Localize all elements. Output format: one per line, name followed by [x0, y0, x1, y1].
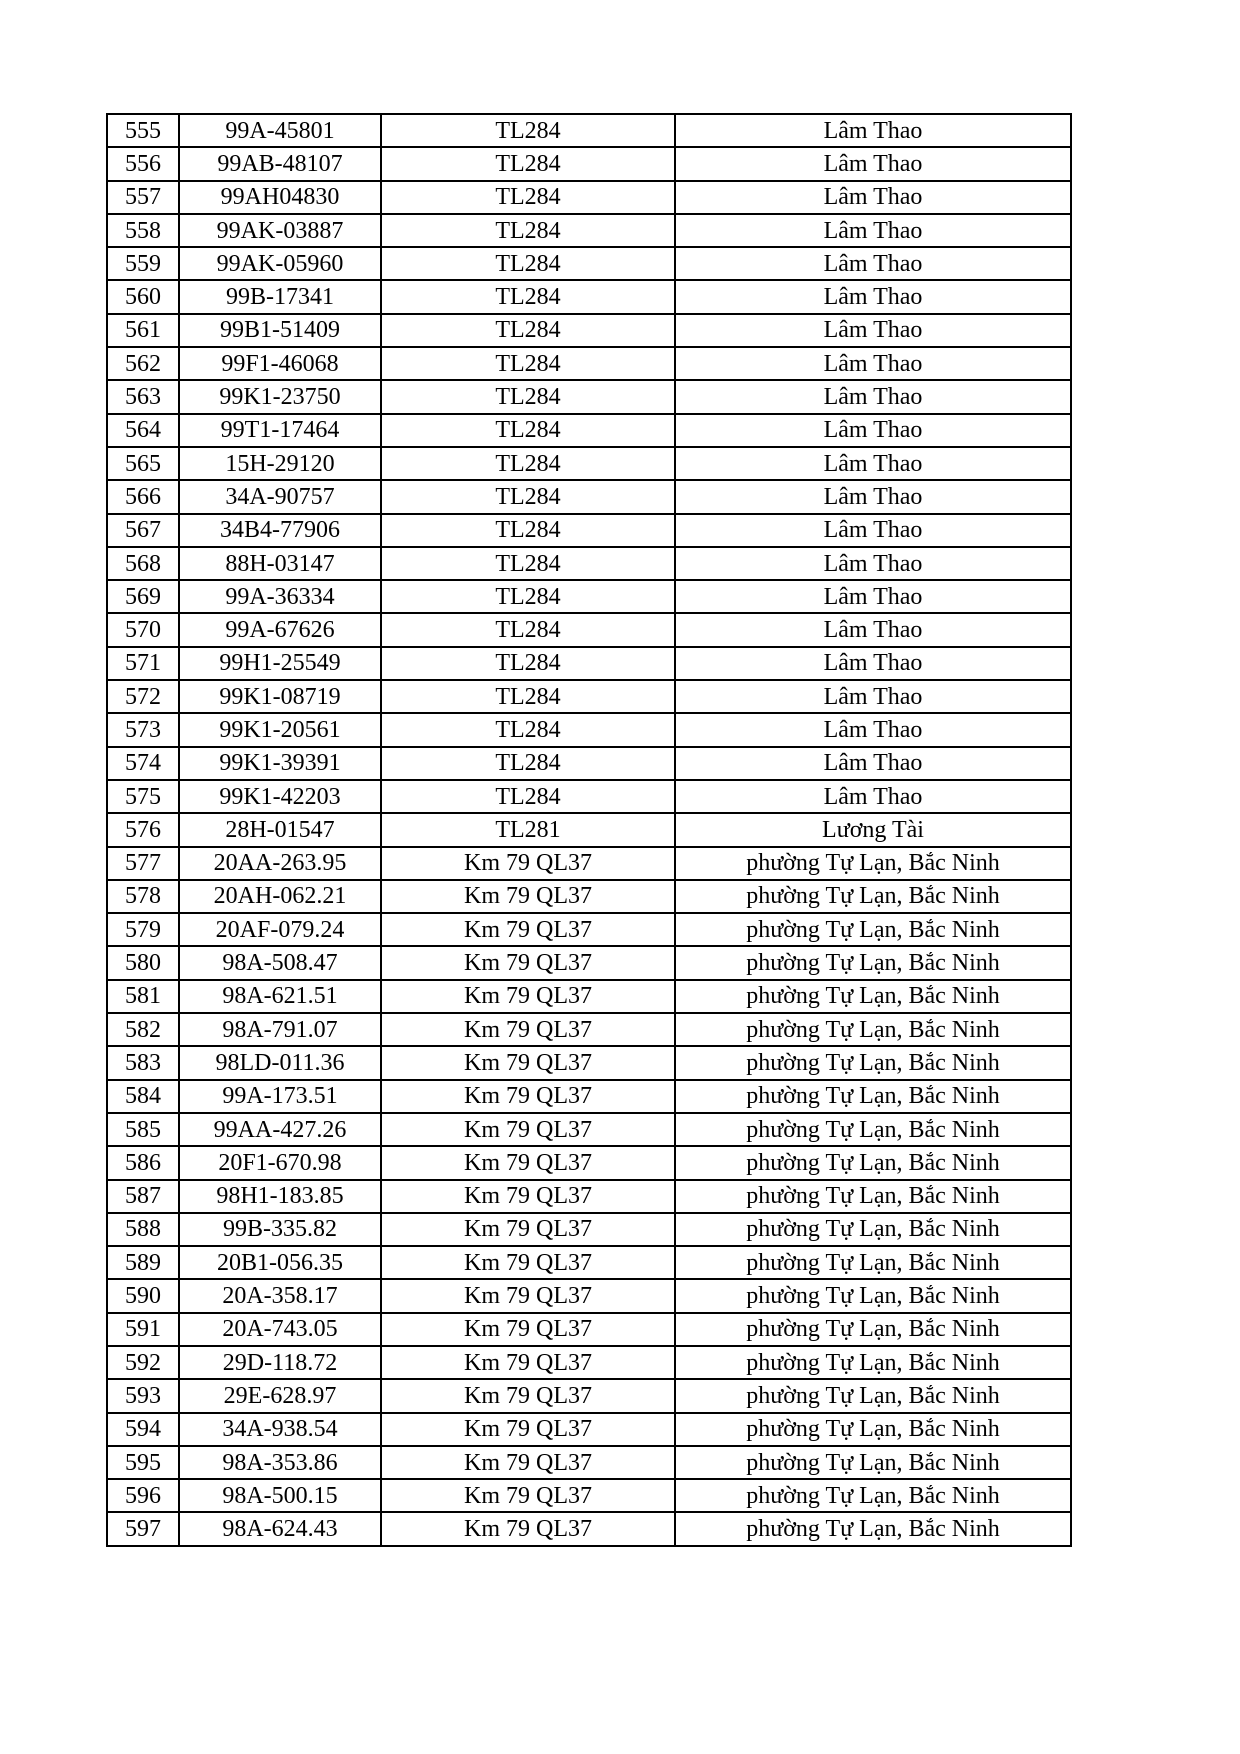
location-cell: Km 79 QL37: [381, 1379, 675, 1412]
table-row: [107, 913, 1071, 946]
vehicle-plate-table: [106, 113, 1072, 1547]
area-cell: Lâm Thao: [675, 713, 1071, 746]
area-cell: Lâm Thao: [675, 314, 1071, 347]
license-plate-cell: 99AB-48107: [179, 147, 381, 180]
table-row: [107, 1046, 1071, 1079]
license-plate-cell: 29D-118.72: [179, 1346, 381, 1379]
area-cell: phường Tự Lạn, Bắc Ninh: [675, 1413, 1071, 1446]
row-number-cell: 595: [107, 1446, 179, 1479]
row-number-cell: 588: [107, 1213, 179, 1246]
row-number-cell: 584: [107, 1080, 179, 1113]
location-cell: Km 79 QL37: [381, 913, 675, 946]
row-number-cell: 582: [107, 1013, 179, 1046]
location-cell: Km 79 QL37: [381, 1246, 675, 1279]
location-cell: TL284: [381, 547, 675, 580]
table-row: [107, 114, 1071, 147]
location-cell: TL284: [381, 680, 675, 713]
license-plate-cell: 99B-17341: [179, 280, 381, 313]
table-row: [107, 1113, 1071, 1146]
area-cell: phường Tự Lạn, Bắc Ninh: [675, 1046, 1071, 1079]
area-cell: Lâm Thao: [675, 147, 1071, 180]
row-number-cell: 556: [107, 147, 179, 180]
location-cell: TL284: [381, 380, 675, 413]
table-row: [107, 813, 1071, 846]
row-number-cell: 564: [107, 414, 179, 447]
license-plate-cell: 99AA-427.26: [179, 1113, 381, 1146]
location-cell: Km 79 QL37: [381, 847, 675, 880]
area-cell: Lâm Thao: [675, 414, 1071, 447]
location-cell: TL284: [381, 181, 675, 214]
table-row: [107, 181, 1071, 214]
location-cell: TL284: [381, 447, 675, 480]
area-cell: Lâm Thao: [675, 480, 1071, 513]
row-number-cell: 573: [107, 713, 179, 746]
location-cell: TL284: [381, 747, 675, 780]
license-plate-cell: 34A-938.54: [179, 1413, 381, 1446]
row-number-cell: 596: [107, 1479, 179, 1512]
table-row: [107, 1446, 1071, 1479]
location-cell: Km 79 QL37: [381, 1479, 675, 1512]
row-number-cell: 576: [107, 813, 179, 846]
location-cell: TL284: [381, 514, 675, 547]
area-cell: phường Tự Lạn, Bắc Ninh: [675, 913, 1071, 946]
license-plate-cell: 98A-500.15: [179, 1479, 381, 1512]
row-number-cell: 590: [107, 1279, 179, 1312]
row-number-cell: 597: [107, 1512, 179, 1545]
table-row: [107, 946, 1071, 979]
row-number-cell: 585: [107, 1113, 179, 1146]
row-number-cell: 587: [107, 1180, 179, 1213]
row-number-cell: 563: [107, 380, 179, 413]
location-cell: TL281: [381, 813, 675, 846]
row-number-cell: 574: [107, 747, 179, 780]
location-cell: TL284: [381, 780, 675, 813]
table-row: [107, 380, 1071, 413]
license-plate-cell: 99K1-08719: [179, 680, 381, 713]
table-row: [107, 1146, 1071, 1179]
row-number-cell: 577: [107, 847, 179, 880]
license-plate-cell: 99A-67626: [179, 613, 381, 646]
location-cell: Km 79 QL37: [381, 1113, 675, 1146]
license-plate-cell: 20AH-062.21: [179, 880, 381, 913]
location-cell: Km 79 QL37: [381, 1446, 675, 1479]
table-row: [107, 214, 1071, 247]
area-cell: phường Tự Lạn, Bắc Ninh: [675, 1379, 1071, 1412]
row-number-cell: 583: [107, 1046, 179, 1079]
table-row: [107, 547, 1071, 580]
location-cell: Km 79 QL37: [381, 1180, 675, 1213]
license-plate-cell: 99K1-23750: [179, 380, 381, 413]
area-cell: phường Tự Lạn, Bắc Ninh: [675, 1279, 1071, 1312]
table-row: [107, 514, 1071, 547]
license-plate-cell: 99AH04830: [179, 181, 381, 214]
row-number-cell: 591: [107, 1313, 179, 1346]
table-row: [107, 414, 1071, 447]
row-number-cell: 557: [107, 181, 179, 214]
location-cell: TL284: [381, 613, 675, 646]
table-row: [107, 647, 1071, 680]
area-cell: phường Tự Lạn, Bắc Ninh: [675, 1213, 1071, 1246]
area-cell: Lâm Thao: [675, 247, 1071, 280]
area-cell: phường Tự Lạn, Bắc Ninh: [675, 1479, 1071, 1512]
area-cell: Lâm Thao: [675, 613, 1071, 646]
row-number-cell: 562: [107, 347, 179, 380]
license-plate-cell: 29E-628.97: [179, 1379, 381, 1412]
area-cell: phường Tự Lạn, Bắc Ninh: [675, 1246, 1071, 1279]
location-cell: Km 79 QL37: [381, 880, 675, 913]
license-plate-cell: 99K1-39391: [179, 747, 381, 780]
area-cell: phường Tự Lạn, Bắc Ninh: [675, 1446, 1071, 1479]
area-cell: phường Tự Lạn, Bắc Ninh: [675, 1313, 1071, 1346]
table-row: [107, 280, 1071, 313]
row-number-cell: 586: [107, 1146, 179, 1179]
area-cell: phường Tự Lạn, Bắc Ninh: [675, 1113, 1071, 1146]
table-row: [107, 480, 1071, 513]
row-number-cell: 560: [107, 280, 179, 313]
table-row: [107, 713, 1071, 746]
table-row: [107, 880, 1071, 913]
area-cell: Lâm Thao: [675, 647, 1071, 680]
location-cell: Km 79 QL37: [381, 1213, 675, 1246]
license-plate-cell: 99A-36334: [179, 580, 381, 613]
license-plate-cell: 98H1-183.85: [179, 1180, 381, 1213]
row-number-cell: 571: [107, 647, 179, 680]
table-row: [107, 780, 1071, 813]
row-number-cell: 572: [107, 680, 179, 713]
license-plate-cell: 20B1-056.35: [179, 1246, 381, 1279]
table-row: [107, 1080, 1071, 1113]
table-row: [107, 1346, 1071, 1379]
area-cell: Lâm Thao: [675, 780, 1071, 813]
area-cell: Lâm Thao: [675, 114, 1071, 147]
location-cell: Km 79 QL37: [381, 1146, 675, 1179]
license-plate-cell: 20AA-263.95: [179, 847, 381, 880]
location-cell: Km 79 QL37: [381, 1046, 675, 1079]
table-row: [107, 1246, 1071, 1279]
table-row: [107, 1313, 1071, 1346]
location-cell: Km 79 QL37: [381, 1080, 675, 1113]
area-cell: phường Tự Lạn, Bắc Ninh: [675, 847, 1071, 880]
license-plate-cell: 20AF-079.24: [179, 913, 381, 946]
table-row: [107, 1379, 1071, 1412]
location-cell: TL284: [381, 247, 675, 280]
license-plate-cell: 88H-03147: [179, 547, 381, 580]
area-cell: Lâm Thao: [675, 214, 1071, 247]
license-plate-cell: 99AK-03887: [179, 214, 381, 247]
table-row: [107, 1413, 1071, 1446]
area-cell: Lâm Thao: [675, 547, 1071, 580]
license-plate-cell: 98LD-011.36: [179, 1046, 381, 1079]
area-cell: phường Tự Lạn, Bắc Ninh: [675, 980, 1071, 1013]
license-plate-cell: 34A-90757: [179, 480, 381, 513]
area-cell: Lâm Thao: [675, 447, 1071, 480]
area-cell: Lâm Thao: [675, 380, 1071, 413]
area-cell: Lương Tài: [675, 813, 1071, 846]
row-number-cell: 592: [107, 1346, 179, 1379]
license-plate-cell: 99F1-46068: [179, 347, 381, 380]
area-cell: Lâm Thao: [675, 347, 1071, 380]
table-row: [107, 1479, 1071, 1512]
row-number-cell: 568: [107, 547, 179, 580]
row-number-cell: 581: [107, 980, 179, 1013]
location-cell: TL284: [381, 647, 675, 680]
license-plate-cell: 98A-353.86: [179, 1446, 381, 1479]
area-cell: Lâm Thao: [675, 280, 1071, 313]
row-number-cell: 569: [107, 580, 179, 613]
location-cell: TL284: [381, 280, 675, 313]
area-cell: phường Tự Lạn, Bắc Ninh: [675, 1512, 1071, 1545]
license-plate-cell: 98A-508.47: [179, 946, 381, 979]
location-cell: Km 79 QL37: [381, 1512, 675, 1545]
license-plate-cell: 98A-624.43: [179, 1512, 381, 1545]
area-cell: Lâm Thao: [675, 181, 1071, 214]
row-number-cell: 580: [107, 946, 179, 979]
area-cell: Lâm Thao: [675, 514, 1071, 547]
location-cell: Km 79 QL37: [381, 1313, 675, 1346]
row-number-cell: 578: [107, 880, 179, 913]
license-plate-cell: 99AK-05960: [179, 247, 381, 280]
license-plate-cell: 98A-621.51: [179, 980, 381, 1013]
license-plate-cell: 99T1-17464: [179, 414, 381, 447]
area-cell: phường Tự Lạn, Bắc Ninh: [675, 1013, 1071, 1046]
row-number-cell: 589: [107, 1246, 179, 1279]
location-cell: TL284: [381, 347, 675, 380]
table-row: [107, 680, 1071, 713]
area-cell: phường Tự Lạn, Bắc Ninh: [675, 1180, 1071, 1213]
table-row: [107, 447, 1071, 480]
row-number-cell: 570: [107, 613, 179, 646]
area-cell: phường Tự Lạn, Bắc Ninh: [675, 946, 1071, 979]
row-number-cell: 555: [107, 114, 179, 147]
location-cell: TL284: [381, 480, 675, 513]
row-number-cell: 566: [107, 480, 179, 513]
table-row: [107, 347, 1071, 380]
location-cell: Km 79 QL37: [381, 1346, 675, 1379]
row-number-cell: 559: [107, 247, 179, 280]
row-number-cell: 593: [107, 1379, 179, 1412]
row-number-cell: 558: [107, 214, 179, 247]
row-number-cell: 594: [107, 1413, 179, 1446]
area-cell: phường Tự Lạn, Bắc Ninh: [675, 1080, 1071, 1113]
location-cell: TL284: [381, 580, 675, 613]
table-row: [107, 847, 1071, 880]
area-cell: Lâm Thao: [675, 680, 1071, 713]
row-number-cell: 565: [107, 447, 179, 480]
license-plate-cell: 15H-29120: [179, 447, 381, 480]
license-plate-cell: 99K1-42203: [179, 780, 381, 813]
table-row: [107, 247, 1071, 280]
location-cell: TL284: [381, 114, 675, 147]
table-row: [107, 1279, 1071, 1312]
license-plate-cell: 99A-45801: [179, 114, 381, 147]
table-row: [107, 314, 1071, 347]
location-cell: Km 79 QL37: [381, 980, 675, 1013]
location-cell: TL284: [381, 214, 675, 247]
table-row: [107, 147, 1071, 180]
location-cell: Km 79 QL37: [381, 1013, 675, 1046]
table-row: [107, 1512, 1071, 1545]
license-plate-cell: 34B4-77906: [179, 514, 381, 547]
area-cell: phường Tự Lạn, Bắc Ninh: [675, 1146, 1071, 1179]
location-cell: TL284: [381, 713, 675, 746]
location-cell: TL284: [381, 414, 675, 447]
row-number-cell: 575: [107, 780, 179, 813]
table-row: [107, 1013, 1071, 1046]
row-number-cell: 579: [107, 913, 179, 946]
license-plate-cell: 98A-791.07: [179, 1013, 381, 1046]
table-body: [107, 114, 1071, 1546]
area-cell: Lâm Thao: [675, 580, 1071, 613]
location-cell: Km 79 QL37: [381, 1279, 675, 1312]
area-cell: phường Tự Lạn, Bắc Ninh: [675, 880, 1071, 913]
table-row: [107, 1180, 1071, 1213]
license-plate-cell: 99B-335.82: [179, 1213, 381, 1246]
location-cell: TL284: [381, 147, 675, 180]
license-plate-cell: 99B1-51409: [179, 314, 381, 347]
table-row: [107, 747, 1071, 780]
license-plate-cell: 28H-01547: [179, 813, 381, 846]
table-row: [107, 1213, 1071, 1246]
table-row: [107, 980, 1071, 1013]
location-cell: Km 79 QL37: [381, 946, 675, 979]
location-cell: TL284: [381, 314, 675, 347]
table-row: [107, 580, 1071, 613]
license-plate-cell: 20F1-670.98: [179, 1146, 381, 1179]
license-plate-cell: 99K1-20561: [179, 713, 381, 746]
license-plate-cell: 99A-173.51: [179, 1080, 381, 1113]
table-row: [107, 613, 1071, 646]
row-number-cell: 561: [107, 314, 179, 347]
license-plate-cell: 20A-743.05: [179, 1313, 381, 1346]
row-number-cell: 567: [107, 514, 179, 547]
area-cell: phường Tự Lạn, Bắc Ninh: [675, 1346, 1071, 1379]
location-cell: Km 79 QL37: [381, 1413, 675, 1446]
area-cell: Lâm Thao: [675, 747, 1071, 780]
license-plate-cell: 99H1-25549: [179, 647, 381, 680]
license-plate-cell: 20A-358.17: [179, 1279, 381, 1312]
